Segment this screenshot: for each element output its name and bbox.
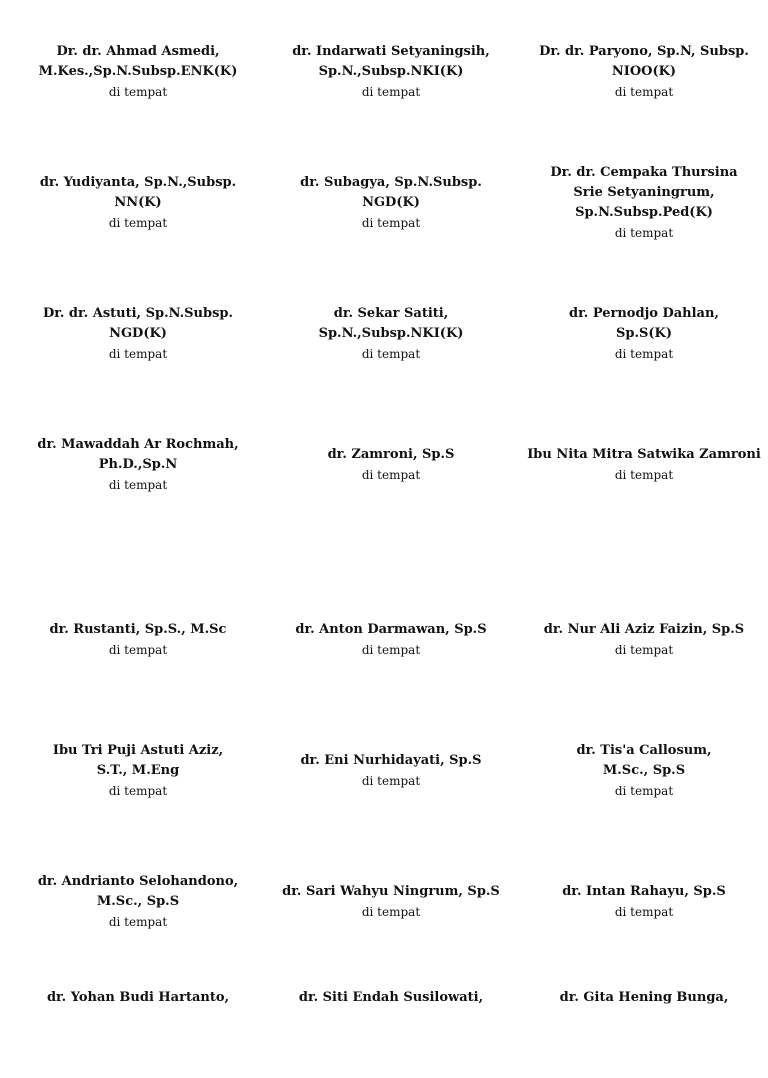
address-label xyxy=(13,420,263,510)
address-line: di tempat xyxy=(361,216,421,230)
recipient-name: dr. Indarwati Setyaningsih, Sp.N.,Subsp.NKI(K) xyxy=(292,44,490,79)
recipient-name: dr. Rustanti, Sp.S., M.Sc xyxy=(49,622,227,637)
recipient-name: dr. Tis'a Callosum, M.Sc., Sp.S xyxy=(576,743,712,778)
address-line: di tempat xyxy=(108,478,168,492)
address-label xyxy=(266,420,516,510)
recipient-name: dr. Mawaddah Ar Rochmah, Ph.D.,Sp.N xyxy=(37,437,239,472)
recipient-name: Dr. dr. Paryono, Sp.N, Subsp. NIOO(K) xyxy=(539,44,749,79)
address-line: di tempat xyxy=(361,643,421,657)
address-line: di tempat xyxy=(108,216,168,230)
address-line: di tempat xyxy=(108,915,168,929)
address-line: di tempat xyxy=(361,85,421,99)
address-label xyxy=(519,595,768,685)
recipient-name: dr. Anton Darmawan, Sp.S xyxy=(295,622,487,637)
address-label xyxy=(266,988,516,1078)
address-label xyxy=(13,595,263,685)
address-label xyxy=(519,27,768,117)
address-line: di tempat xyxy=(614,643,674,657)
address-label xyxy=(266,289,516,379)
recipient-name: dr. Gita Hening Bunga, xyxy=(559,990,729,1005)
recipient-name: dr. Yohan Budi Hartanto, xyxy=(46,990,230,1005)
address-line: di tempat xyxy=(614,347,674,361)
address-line: di tempat xyxy=(614,784,674,798)
address-line: di tempat xyxy=(614,468,674,482)
recipient-name: Ibu Nita Mitra Satwika Zamroni xyxy=(527,447,761,462)
recipient-name: dr. Intan Rahayu, Sp.S xyxy=(562,884,726,899)
address-label xyxy=(13,158,263,248)
address-label xyxy=(266,726,516,816)
address-line: di tempat xyxy=(108,347,168,361)
address-label xyxy=(266,857,516,947)
address-label xyxy=(13,726,263,816)
address-line: di tempat xyxy=(614,85,674,99)
address-line: di tempat xyxy=(361,905,421,919)
recipient-name: dr. Pernodjo Dahlan, Sp.S(K) xyxy=(569,306,719,341)
recipient-name: Ibu Tri Puji Astuti Aziz, S.T., M.Eng xyxy=(52,743,224,778)
address-line: di tempat xyxy=(361,774,421,788)
recipient-name: dr. Sekar Satiti, Sp.N.,Subsp.NKI(K) xyxy=(318,306,464,341)
address-label xyxy=(519,726,768,816)
address-line: di tempat xyxy=(614,226,674,240)
address-label xyxy=(266,158,516,248)
address-label xyxy=(13,857,263,947)
recipient-name: Dr. dr. Astuti, Sp.N.Subsp. NGD(K) xyxy=(42,306,234,341)
address-label xyxy=(266,595,516,685)
recipient-name: dr. Andrianto Selohandono, M.Sc., Sp.S xyxy=(37,874,239,909)
recipient-name: dr. Subagya, Sp.N.Subsp. NGD(K) xyxy=(300,175,482,210)
address-label xyxy=(519,420,768,510)
recipient-name: dr. Siti Endah Susilowati, xyxy=(298,990,484,1005)
address-label xyxy=(13,27,263,117)
address-label xyxy=(13,289,263,379)
address-label xyxy=(519,158,768,248)
address-label xyxy=(519,289,768,379)
address-line: di tempat xyxy=(361,347,421,361)
address-line: di tempat xyxy=(108,643,168,657)
address-line: di tempat xyxy=(108,85,168,99)
recipient-name: dr. Sari Wahyu Ningrum, Sp.S xyxy=(282,884,500,899)
address-label xyxy=(266,27,516,117)
recipient-name: dr. Eni Nurhidayati, Sp.S xyxy=(300,753,482,768)
address-line: di tempat xyxy=(108,784,168,798)
recipient-name: Dr. dr. Cempaka Thursina Srie Setyaningrum, Sp.N.Subsp.Ped(K) xyxy=(550,165,738,220)
recipient-name: dr. Nur Ali Aziz Faizin, Sp.S xyxy=(543,622,745,637)
address-label xyxy=(519,988,768,1078)
address-label xyxy=(519,857,768,947)
recipient-name: Dr. dr. Ahmad Asmedi, M.Kes.,Sp.N.Subsp.ENK(K) xyxy=(38,44,238,79)
address-line: di tempat xyxy=(614,905,674,919)
recipient-name: dr. Zamroni, Sp.S xyxy=(327,447,455,462)
address-line: di tempat xyxy=(361,468,421,482)
address-label xyxy=(13,988,263,1078)
recipient-name: dr. Yudiyanta, Sp.N.,Subsp. NN(K) xyxy=(39,175,237,210)
